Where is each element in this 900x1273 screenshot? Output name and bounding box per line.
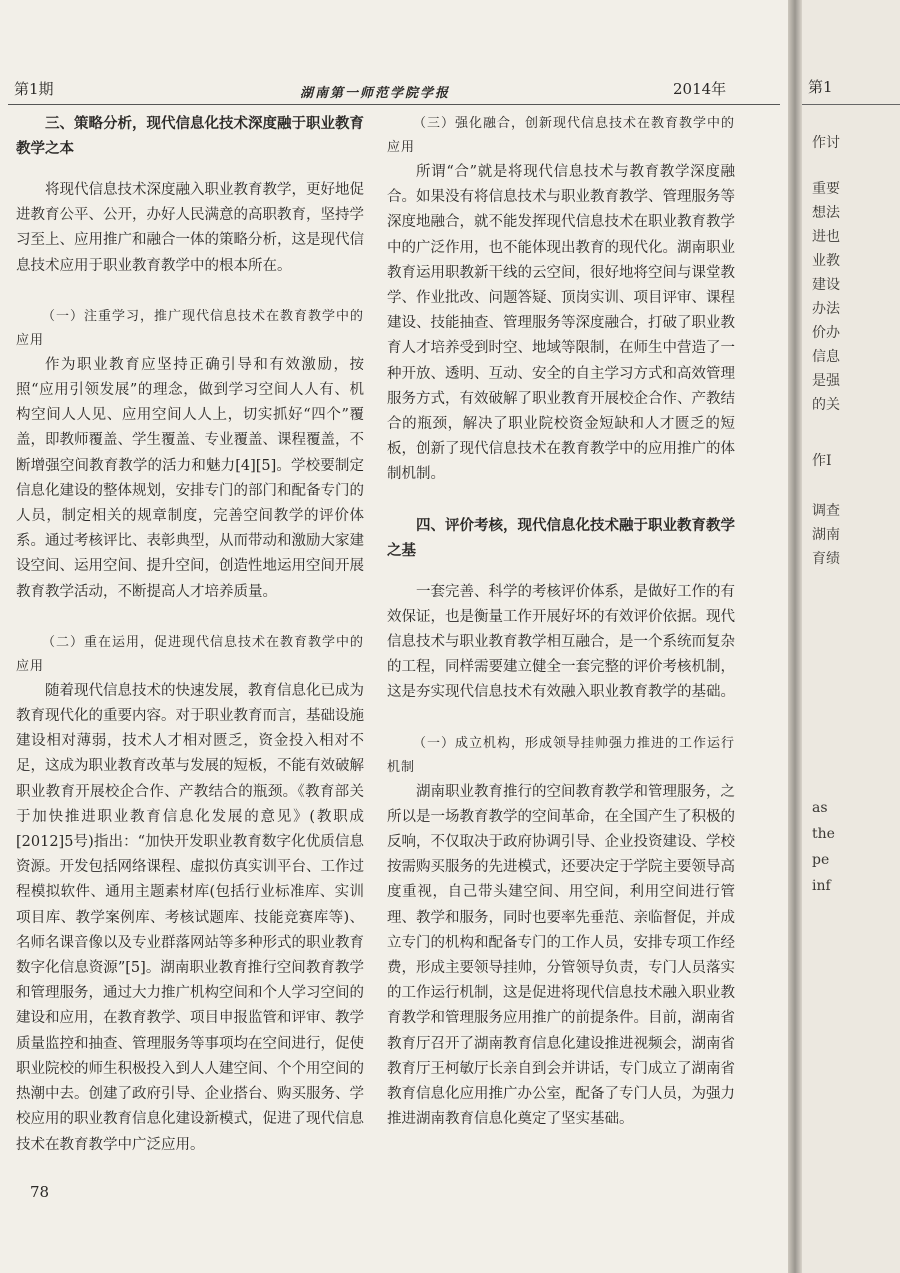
left-column <box>16 112 364 1158</box>
section-4-title: 四、评价考核，现代信息化技术融于职业教育教学之基 <box>387 517 735 559</box>
facing-line: 湖南 <box>812 527 840 543</box>
facing-line: 建设 <box>812 277 840 293</box>
page-number: 78 <box>30 1183 50 1201</box>
subsection-4-title: （一）成立机构，形成领导挂帅强力推进的工作运行机制 <box>387 735 736 775</box>
facing-page-rule <box>802 104 900 105</box>
year-label: 2014年 <box>673 80 727 98</box>
facing-line: 价办 <box>812 325 840 341</box>
subsection-2-title: （二）重在运用，促进现代信息技术在教育教学中的应用 <box>16 634 365 674</box>
book-gutter <box>788 0 802 1273</box>
facing-line: 进也 <box>812 229 840 245</box>
facing-line: 是强 <box>812 373 840 389</box>
issue-label: 第1期 <box>14 80 54 98</box>
facing-page-header: 第1 <box>808 78 833 96</box>
facing-line: 作讨 <box>812 135 840 151</box>
facing-line: 想法 <box>812 205 840 221</box>
header-rule <box>8 104 780 105</box>
facing-page <box>802 0 900 1273</box>
facing-line: the <box>812 826 835 842</box>
facing-line: 办法 <box>812 301 840 317</box>
subsection-3-text: 所谓“合”就是将现代信息技术与教育教学深度融合。如果没有将信息技术与职业教育教学、管理服务等深度地融合，就不能发挥现代信息技术在职业教育教学中的广泛作用，也不能体现出教育的现代化。湖南职业教育运用职教新干线的云空间，很好地将空间与课堂教学、作业批改、问题答疑、顶岗实训、项目评审、课程建设、技能抽查、管理服务等深度融合，打破了职业教育人才培养受到时空、地域等限制，在师生中营造了一种开放、透明、互动、安全的自主学习方式和高效管理服务方式，有效破解了职业教育开展校企合作、产教结合的瓶颈，解决了职业院校资金短缺和人才匮乏的短板，创新了现代信息技术在教育教学中的应用推广的体制机制。 <box>387 164 735 483</box>
journal-title: 湖南第一师范学院学报 <box>300 86 451 101</box>
right-column <box>387 112 735 1133</box>
facing-line: 信息 <box>812 349 840 365</box>
facing-line: inf <box>812 878 831 894</box>
subsection-1-text: 作为职业教育应坚持正确引导和有效激励，按照“应用引领发展”的理念，做到学习空间人人有、机构空间人人见、应用空间人人上，切实抓好“四个”覆盖，即教师覆盖、学生覆盖、专业覆盖、课程覆盖，不断增强空间教育教学的活力和魅力[4][5]。学校要制定信息化建设的整体规划，安排专门的部门和配备专门的人员，制定相关的规章制度，完善空间教学的评价体系。通过考核评比、表彰典型，从而带动和激励大家建设空间、运用空间、提升空间，创造性地运用空间开展教育教学活动，不断提高人才培养质量。 <box>16 356 364 600</box>
section-3-title: 三、策略分析，现代信息化技术深度融于职业教育教学之本 <box>16 116 364 157</box>
subsection-1-title: （一）注重学习，推广现代信息技术在教育教学中的应用 <box>16 308 365 348</box>
section-4-intro: 一套完善、科学的考核评价体系，是做好工作的有效保证，也是衡量工作开展好坏的有效评价依据。现代信息技术与职业教育教学相互融合，是一个系统而复杂的工程，同样需要建立健全一套完整的评价考核机制，这是夯实现代信息技术有效融入职业教育教学的基础。 <box>387 583 735 701</box>
subsection-3-title: （三）强化融合，创新现代信息技术在教育教学中的应用 <box>387 116 736 155</box>
facing-line: 的关 <box>812 397 840 413</box>
facing-line: 重要 <box>812 181 840 197</box>
subsection-4-text: 湖南职业教育推行的空间教育教学和管理服务，之所以是一场教育教学的空间革命，在全国产生了积极的反响，不仅取决于政府协调引导、企业投资建设、学校按需购买服务的先进模式，还要决定于学院主要领导高度重视，自己带头建空间、用空间，利用空间进行管理、教学和服务，同时也要率先垂范、亲临督促，并成立专门的机构和配备专门的工作人员，安排专项工作经费，形成主要领导挂帅，分管领导负责，专门人员落实的工作运行机制，这是促进将现代信息技术融入职业教育教学和管理服务应用推广的前提条件。目前，湖南省教育厅召开了湖南教育信息化建设推进视频会，湖南省教育厅王柯敏厅长亲自到会并讲话，专门成立了湖南省教育信息化应用推广办公室，配备了专门人员，为强力推进湖南教育信息化奠定了坚实基础。 <box>387 783 735 1128</box>
facing-line: 调查 <box>812 503 840 519</box>
subsection-2-text: 随着现代信息技术的快速发展，教育信息化已成为教育现代化的重要内容。对于职业教育而言，基础设施建设相对薄弱，技术人才相对匮乏，资金投入相对不足，这成为职业教育改革与发展的短板，不能有效破解职业教育开展校企合作、产教结合的瓶颈。《教育部关于加快推进职业教育信息化发展的意见》(教职成[2012]5号)指出：“加快开发职业教育数字化优质信息资源。开发包括网络课程、虚拟仿真实训平台、工作过程模拟软件、通用主题素材库(包括行业标准库、实训项目库、教学案例库、考核试题库、技能竞赛库等)、名师名课音像以及专业群落网站等多种形式的职业教育数字化信息资源”[5]。湖南职业教育推行空间教育教学和管理服务，通过大力推广机构空间和个人学习空间的建设和应用，在教育教学、项目申报监管和评审、教学质量监控和抽查、管理服务等事项均在空间进行，促使职业院校的师生积极投入到人人建空间、个个用空间的热潮中去。创建了政府引导、企业搭台、购买服务、学校应用的职业教育信息化建设新模式，促进了现代信息技术在教育教学中广泛应用。 <box>16 682 364 1153</box>
facing-line: pe <box>812 852 830 868</box>
facing-line: 育绩 <box>812 551 840 567</box>
facing-line: as <box>812 800 828 816</box>
facing-line: 作I <box>812 453 832 469</box>
facing-line: 业教 <box>812 253 840 269</box>
section-3-intro: 将现代信息技术深度融入职业教育教学，更好地促进教育公平、公开，办好人民满意的高职教育，坚持学习至上、应用推广和融合一体的策略分析，这是现代信息技术应用于职业教育教学中的根本所在。 <box>16 182 364 274</box>
